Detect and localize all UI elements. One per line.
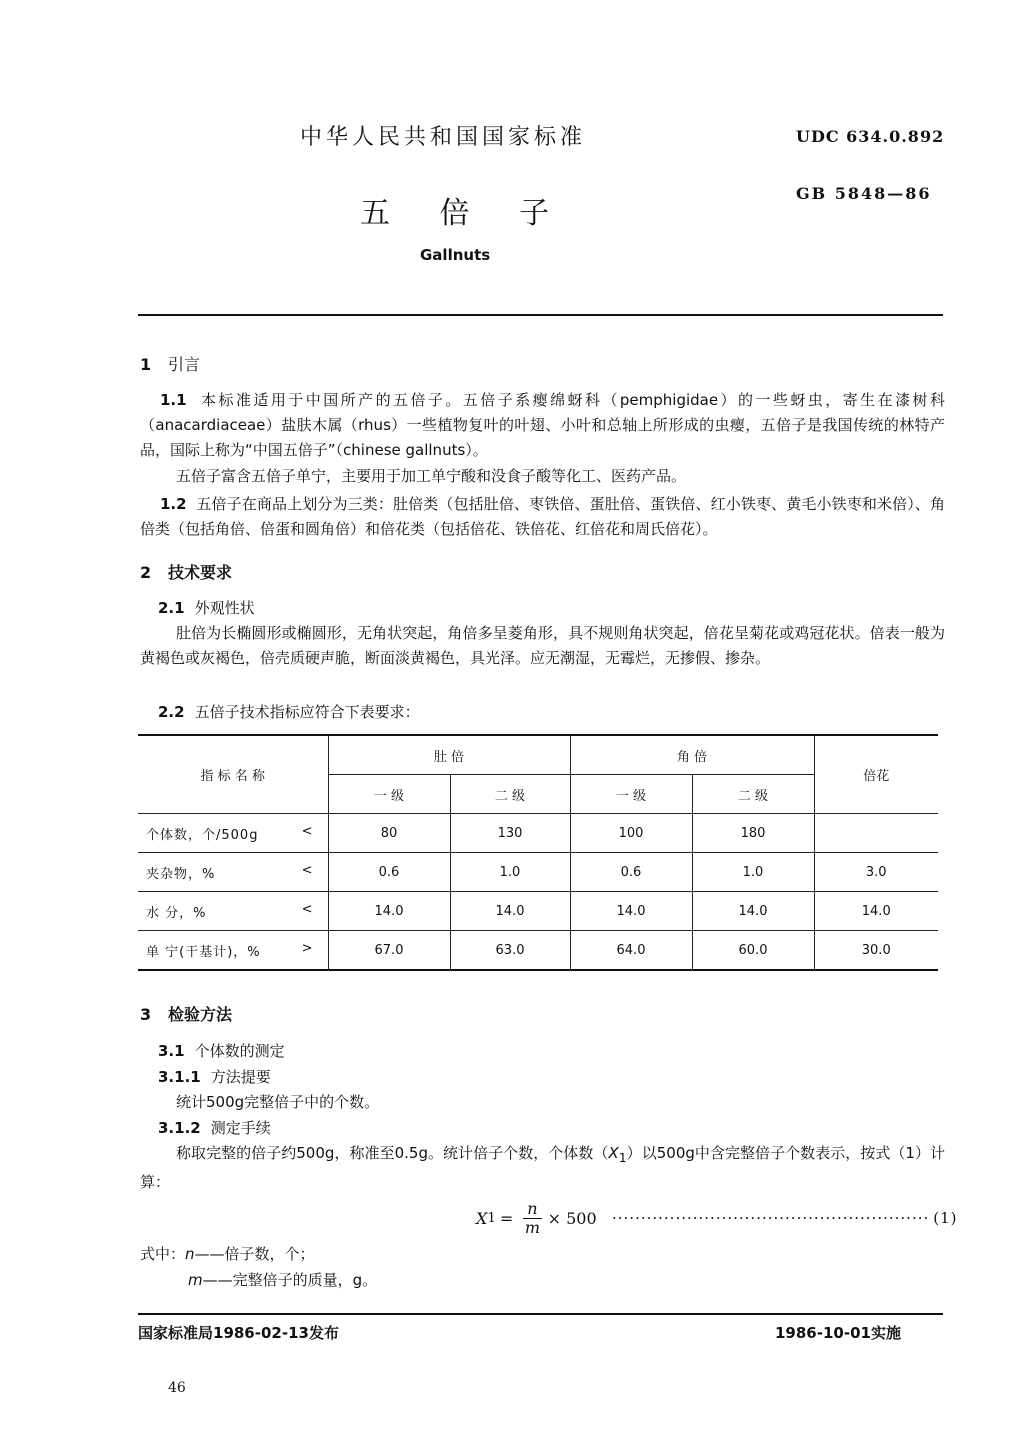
formula-1 — [476, 1200, 597, 1237]
section-3-heading — [140, 1002, 232, 1025]
clause-title: 个体数的测定 — [194, 1042, 285, 1060]
table-cell — [814, 814, 938, 853]
table-cell: 64.0 — [570, 931, 692, 971]
leader-dots: ······················································· — [612, 1209, 930, 1227]
row-label-text: 夹杂物，% — [146, 866, 216, 882]
table-cell: 30.0 — [814, 931, 938, 971]
clause-3-1-heading — [158, 1040, 285, 1061]
section-title: 技术要求 — [168, 563, 233, 582]
table-header-row — [138, 735, 938, 775]
row-operator: > — [301, 940, 314, 956]
table-cell: 100 — [570, 814, 692, 853]
section-title: 引言 — [168, 355, 201, 374]
clause-text: 本标准适用于中国所产的五倍子。五倍子系瘿绵蚜科（pemphigidae）的一些蚜虫，寄生在漆树科（anacardiaceae）盐肤木属（rhus）一些植物复叶的叶翅、小叶和总轴上所形成的虫瘿，五倍子是我国传统的林特产品，国际上称为“中国五倍子”（chinese gallnuts）。 — [140, 391, 945, 459]
table-cell: 3.0 — [814, 853, 938, 892]
row-label-text: 个体数，个/500g — [146, 827, 259, 843]
paragraph-1-1 — [140, 388, 945, 463]
column-group-jiaobei: 角 倍 — [570, 735, 814, 775]
effective-date: 1986-10-01实施 — [775, 1324, 901, 1342]
clause-number: 2.2 — [158, 703, 185, 721]
clause-title: 五倍子技术指标应符合下表要求： — [194, 703, 420, 721]
where-clause-m — [188, 1268, 888, 1293]
where-clause-n — [140, 1242, 945, 1267]
udc-code: UDC 634.0.892 — [796, 127, 945, 146]
clause-title: 外观性状 — [194, 599, 255, 617]
row-operator: < — [301, 823, 314, 839]
variable-subscript: 1 — [618, 1150, 627, 1165]
table-cell: 14.0 — [692, 892, 814, 931]
formula-numerator: n — [523, 1200, 541, 1219]
row-label-text: 单 宁(干基计)，% — [146, 944, 261, 960]
symbol-m: m — [188, 1271, 203, 1289]
row-operator: < — [301, 862, 314, 878]
table-cell: 14.0 — [328, 892, 450, 931]
section-number: 1 — [140, 355, 152, 374]
section-2-heading — [140, 560, 232, 583]
paragraph-text: ）以500g中含完整倍子个数表示，按式（1）计算： — [140, 1144, 946, 1191]
clause-2-2-heading — [158, 701, 420, 722]
table-cell: 80 — [328, 814, 450, 853]
paragraph-text: 称取完整的倍子约500g，称准至0.5g。统计倍子个数，个体数（ — [176, 1144, 609, 1162]
paragraph-1-1-b: 五倍子富含五倍子单宁，主要用于加工单宁酸和没食子酸等化工、医药产品。 — [176, 467, 687, 485]
formula-reference: (1) — [933, 1209, 958, 1227]
column-header-indicator: 指 标 名 称 — [138, 735, 328, 814]
symbol-n-description: ——倍子数，个； — [194, 1245, 315, 1263]
table-cell: 0.6 — [328, 853, 450, 892]
table-cell: 14.0 — [814, 892, 938, 931]
paragraph-1-2 — [140, 492, 945, 542]
column-header-grade: 一 级 — [328, 775, 450, 814]
table-row — [138, 892, 938, 931]
section-number: 3 — [140, 1005, 152, 1024]
row-label — [138, 931, 328, 971]
row-label-text: 水 分，% — [146, 905, 207, 921]
paragraph-3-1-2 — [140, 1141, 945, 1195]
clause-number: 1.2 — [160, 495, 187, 513]
page-number: 46 — [168, 1380, 186, 1396]
paragraph-2-1: 肚倍为长椭圆形或椭圆形，无角状突起，角倍多呈菱角形，具不规则角状突起，倍花呈菊花或鸡冠花状。倍表一般为黄褐色或灰褐色，倍壳质硬声脆，断面淡黄褐色，具光泽。应无潮湿，无霉烂，无掺假、掺杂。 — [140, 624, 945, 667]
table-row — [138, 931, 938, 971]
clause-title: 测定手续 — [210, 1119, 271, 1137]
formula-rhs: × 500 — [547, 1209, 597, 1228]
bottom-rule — [138, 1313, 943, 1315]
spec-table — [138, 734, 938, 971]
row-operator: < — [301, 901, 314, 917]
column-header-beihua: 倍花 — [814, 735, 938, 814]
paragraph-3-1-1: 统计500g完整倍子中的个数。 — [176, 1093, 380, 1111]
clause-number: 2.1 — [158, 599, 185, 617]
formula-lhs-subscript: 1 — [487, 1211, 496, 1226]
clause-title: 方法提要 — [210, 1068, 271, 1086]
table-cell: 130 — [450, 814, 570, 853]
table-row — [138, 853, 938, 892]
section-title: 检验方法 — [168, 1005, 233, 1024]
clause-number: 1.1 — [160, 391, 187, 409]
table-cell: 60.0 — [692, 931, 814, 971]
formula-lhs: X — [476, 1209, 488, 1228]
clause-3-1-2-heading — [158, 1117, 271, 1138]
column-header-grade: 一 级 — [570, 775, 692, 814]
section-1-heading — [140, 352, 200, 375]
table-cell: 0.6 — [570, 853, 692, 892]
section-number: 2 — [140, 563, 152, 582]
clause-2-1-heading — [158, 597, 255, 618]
gb-code: GB 5848—86 — [796, 184, 932, 203]
table-cell: 67.0 — [328, 931, 450, 971]
clause-text: 五倍子在商品上划分为三类：肚倍类（包括肚倍、枣铁倍、蛋肚倍、蛋铁倍、红小铁枣、黄毛小铁枣和米倍）、角倍类（包括角倍、倍蛋和圆角倍）和倍花类（包括倍花、铁倍花、红倍花和周氏倍花）。 — [140, 495, 945, 538]
row-label — [138, 892, 328, 931]
document-title: 五 倍 子 — [360, 196, 550, 231]
symbol-m-description: ——完整倍子的质量，g。 — [202, 1271, 378, 1289]
row-label — [138, 814, 328, 853]
column-group-dubei: 肚 倍 — [328, 735, 570, 775]
formula-leader-dots — [612, 1209, 958, 1227]
row-label — [138, 853, 328, 892]
formula-equals: = — [499, 1209, 514, 1228]
column-header-grade: 二 级 — [450, 775, 570, 814]
issue-date: 国家标准局1986-02-13发布 — [138, 1324, 339, 1342]
top-rule — [138, 314, 943, 316]
variable-x: X — [608, 1144, 619, 1162]
symbol-n: n — [185, 1245, 195, 1263]
table-cell: 14.0 — [450, 892, 570, 931]
formula-denominator: m — [524, 1218, 541, 1237]
where-prefix: 式中： — [140, 1245, 186, 1263]
table-cell: 1.0 — [450, 853, 570, 892]
column-header-grade: 二 级 — [692, 775, 814, 814]
clause-number: 3.1.2 — [158, 1119, 201, 1137]
clause-number: 3.1 — [158, 1042, 185, 1060]
table-cell: 14.0 — [570, 892, 692, 931]
table-cell: 1.0 — [692, 853, 814, 892]
table-row — [138, 814, 938, 853]
table-cell: 180 — [692, 814, 814, 853]
formula-fraction — [523, 1200, 541, 1237]
standard-org-heading: 中华人民共和国国家标准 — [300, 125, 587, 150]
table-cell: 63.0 — [450, 931, 570, 971]
clause-3-1-1-heading — [158, 1066, 271, 1087]
clause-number: 3.1.1 — [158, 1068, 201, 1086]
document-title-english: Gallnuts — [420, 246, 491, 264]
